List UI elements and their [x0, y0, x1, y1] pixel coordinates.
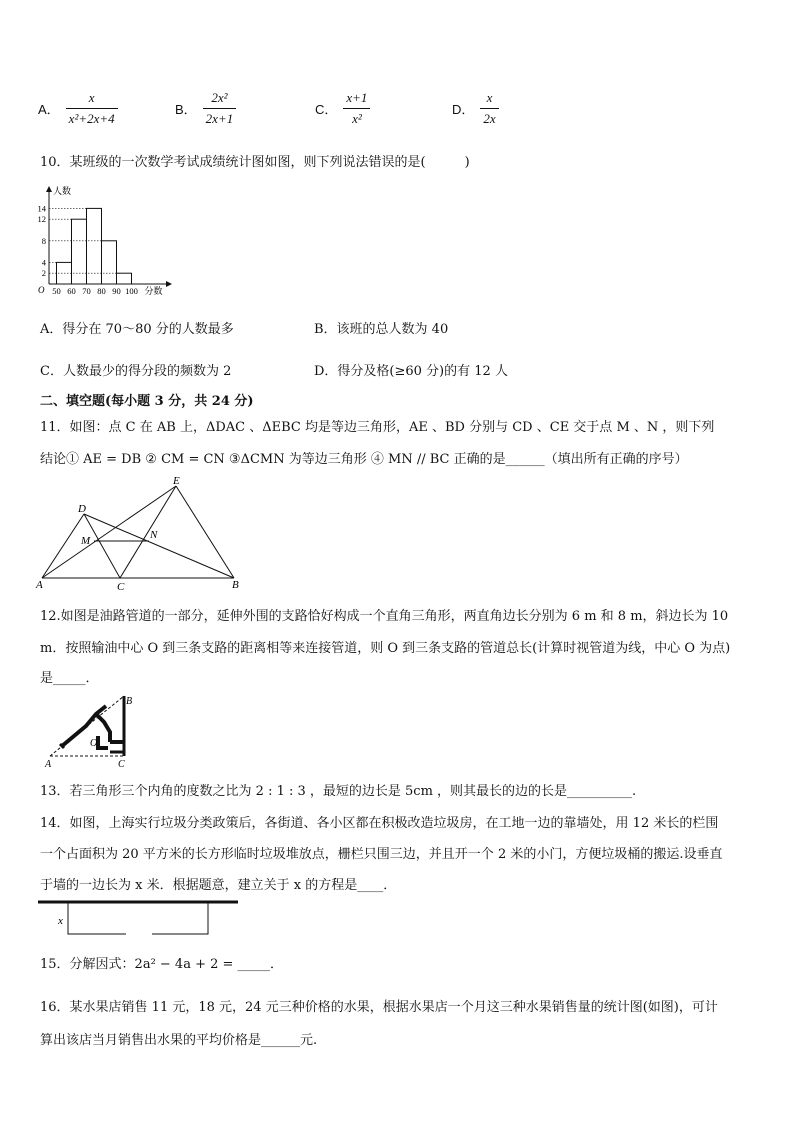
y-tick-label: 4 — [41, 257, 46, 268]
point-c-label: C — [118, 759, 125, 770]
q14-line2: 一个占面积为 20 平方米的长方形临时垃圾堆放点，栅栏只围三边，并且开一个 2 米的小门，方便垃圾桶的搬运.设垂直 — [40, 847, 723, 862]
q12-line3: 是_____． — [40, 671, 99, 686]
fraction-numerator: x+1 — [343, 90, 370, 109]
option-c — [315, 90, 370, 127]
y-axis-arrow — [46, 186, 52, 192]
q11-line2: 结论① AE = DB ② CM = CN ③ΔCMN 为等边三角形 ④ MN // BC 正确的是______（填出所有正确的序号） — [40, 452, 688, 467]
fraction-denominator: x²+2x+4 — [68, 111, 115, 126]
fraction-numerator: x — [480, 90, 498, 109]
y-tick-label: 14 — [37, 203, 46, 214]
x-tick-label: 70 — [82, 286, 91, 296]
option-b-fraction — [203, 90, 237, 127]
point-b-label: B — [232, 579, 239, 591]
y-tick-label: 12 — [37, 214, 46, 225]
side-x-label: x — [58, 915, 63, 927]
option-d — [452, 90, 499, 127]
score-histogram — [30, 184, 190, 300]
option-a-fraction — [66, 90, 118, 127]
q14-line1: 14．如图，上海实行垃圾分类政策后，各街道、各小区都在积极改造垃圾房，在工地一边的靠墙处，用 12 米长的栏围 — [40, 816, 719, 831]
point-e-label: E — [173, 475, 180, 487]
q12-line2: m．按照输油中心 O 到三条支路的距离相等来连接管道，则 O 到三条支路的管道总长(计算时视管道为线，中心 O 为点) — [40, 641, 731, 656]
x-tick-label: 80 — [97, 286, 106, 296]
option-a-label: A． — [38, 102, 60, 117]
q16-line1: 16．某水果店销售 11 元，18 元，24 元三种价格的水果，根据水果店一个月这三种水果销售量的统计图(如图)，可计 — [40, 1000, 718, 1015]
q10-option-a: A．得分在 70～80 分的人数最多 — [40, 322, 234, 337]
fraction-denominator: 2x — [483, 111, 496, 126]
x-axis-arrow — [166, 281, 172, 287]
fraction-denominator: 2x+1 — [205, 111, 234, 126]
histogram-bar — [117, 273, 132, 284]
q10-option-b: B．该班的总人数为 40 — [314, 322, 449, 337]
point-b-label: B — [126, 696, 133, 707]
point-o-label: O — [90, 738, 98, 749]
point-d-label: D — [78, 503, 86, 515]
q10-option-d: D．得分及格(≥60 分)的有 12 人 — [314, 364, 508, 379]
y-tick-label: 2 — [41, 268, 46, 279]
q11-line1: 11．如图：点 C 在 AB 上，ΔDAC 、ΔEBC 均是等边三角形，AE 、BD 分别与 CD 、CE 交于点 M 、N ，则下列 — [40, 420, 715, 435]
point-a-label: A — [36, 579, 43, 591]
histogram-bar — [87, 208, 102, 284]
section-title: 二、填空题(每小题 3 分，共 24 分) — [40, 394, 254, 409]
q13-line: 13．若三角形三个内角的度数之比为 2 : 1 : 3 ，最短的边长是 5cm ，则其最长的边的长是__________. — [40, 784, 637, 799]
x-tick-label: 100 — [125, 286, 138, 296]
q15-line: 15．分解因式：2a² − 4a + 2 = _____． — [40, 957, 284, 972]
q16-line2: 算出该店当月销售出水果的平均价格是______元. — [40, 1033, 318, 1048]
fraction-denominator: x² — [352, 111, 362, 126]
q12-pipeline-figure — [40, 692, 140, 770]
q10-option-c: C．人数最少的得分段的频数为 2 — [40, 364, 232, 379]
q14-line3: 于墙的一边长为 x 米．根据题意，建立关于 x 的方程是____． — [40, 878, 397, 893]
option-b — [175, 90, 236, 127]
q11-triangle-figure — [34, 474, 248, 592]
y-axis-label: 人数 — [53, 186, 72, 196]
y-tick-label: 8 — [41, 235, 46, 246]
point-m-label: M — [81, 535, 91, 547]
origin-label: O — [38, 285, 45, 295]
x-axis-label: 分数 — [144, 286, 163, 296]
point-a-label: A — [45, 759, 52, 770]
option-d-fraction — [480, 90, 498, 127]
x-tick-label: 50 — [52, 286, 61, 296]
q10-stem: 10．某班级的一次数学考试成绩统计图如图，则下列说法错误的是( ) — [40, 155, 470, 170]
option-c-fraction — [343, 90, 370, 127]
q14-fence-figure — [38, 898, 242, 940]
option-a — [38, 90, 118, 127]
fraction-numerator: 2x² — [203, 90, 237, 109]
fraction-numerator: x — [66, 90, 118, 109]
x-tick-label: 90 — [112, 286, 121, 296]
point-c-label: C — [117, 581, 125, 592]
option-c-label: C． — [315, 102, 338, 117]
option-d-label: D． — [452, 102, 475, 117]
option-b-label: B． — [175, 102, 197, 117]
x-tick-label: 60 — [67, 286, 76, 296]
histogram-bar — [72, 219, 87, 284]
histogram-bar — [102, 241, 117, 284]
point-n-label: N — [150, 529, 158, 541]
q12-line1: 12.如图是油路管道的一部分，延伸外围的支路恰好构成一个直角三角形，两直角边长分别为 6 m 和 8 m，斜边长为 10 — [40, 609, 729, 624]
